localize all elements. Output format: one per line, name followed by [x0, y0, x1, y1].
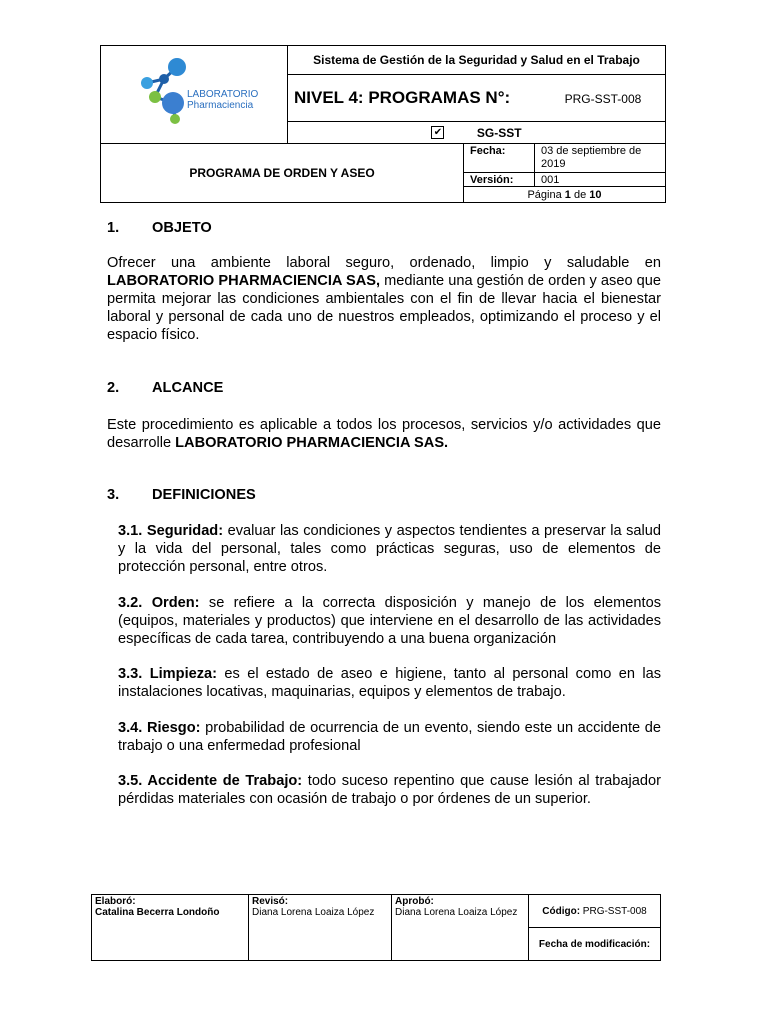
logo-text-line1: LABORATORIO	[187, 89, 259, 100]
section-1-text: Ofrecer una ambiente laboral seguro, ordenado, limpio y saludable en LABORATORIO PHARMACIENCIA SAS, mediante una gestión de orden y aseo que permita mejorar las condiciones ambientales con el fin de llevar hacia el bienestar laboral y personal de cada uno de nuestros empleados, optimizando el proceso y el espacio físico.	[107, 255, 661, 343]
page-number: Página 1 de 10	[464, 187, 666, 203]
codigo-cell: Código: PRG-SST-008	[529, 895, 661, 928]
document-header-table	[100, 45, 666, 203]
fecha-value: 03 de septiembre de 2019	[535, 144, 666, 173]
section-3-heading: 3. DEFINICIONES	[107, 487, 256, 503]
sg-sst-label: SG-SST	[476, 125, 522, 140]
document-footer-table	[91, 894, 661, 961]
level-label: NIVEL 4: PROGRAMAS N°:	[294, 88, 511, 107]
definition-item: 3.4. Riesgo: probabilidad de ocurrencia de un evento, siendo este un accidente de trabajo o una enfermedad profesional	[118, 720, 661, 754]
version-value: 001	[535, 173, 666, 187]
section-2-text: Este procedimiento es aplicable a todos los procesos, servicios y/o actividades que desarrolle LABORATORIO PHARMACIENCIA SAS.	[107, 417, 661, 451]
version-label: Versión:	[464, 173, 535, 187]
definition-item: 3.5. Accidente de Trabajo: todo suceso repentino que cause lesión al trabajador pérdidas materiales con ocasión de trabajo o por órdenes de un superior.	[118, 773, 661, 807]
checkbox-icon: ✔	[431, 126, 444, 139]
fecha-modificacion-label: Fecha de modificación:	[529, 928, 661, 961]
program-code: PRG-SST-008	[564, 92, 642, 106]
system-title: Sistema de Gestión de la Seguridad y Salud en el Trabajo	[288, 46, 666, 75]
program-title: PROGRAMA DE ORDEN Y ASEO	[101, 144, 464, 203]
sg-sst-row	[288, 122, 666, 144]
section-2-heading: 2. ALCANCE	[107, 380, 224, 396]
elaboro-cell: Elaboró: Catalina Becerra Londoño	[92, 895, 249, 961]
level-row	[288, 75, 666, 122]
definition-item: 3.2. Orden: se refiere a la correcta disposición y manejo de los elementos (equipos, materiales y productos) que interviene en el desarrollo de las actividades específicas de cada tarea, contribuyendo a una buena organización	[118, 595, 662, 647]
reviso-cell: Revisó: Diana Lorena Loaiza López	[249, 895, 392, 961]
fecha-label: Fecha:	[464, 144, 535, 173]
section-1-heading: 1. OBJETO	[107, 220, 212, 236]
logo-cell	[101, 46, 288, 144]
aprobo-cell: Aprobó: Diana Lorena Loaiza López	[392, 895, 529, 961]
definition-item: 3.3. Limpieza: es el estado de aseo e higiene, tanto al personal como en las instalaciones locativas, maquinarias, equipos y elementos de trabajo.	[118, 666, 661, 700]
logo-text-line2: Pharmaciencia	[187, 100, 254, 111]
company-logo-icon	[129, 57, 259, 127]
definition-item: 3.1. Seguridad: evaluar las condiciones y aspectos tendientes a preservar la salud y la vida del personal, tales como prácticas seguras, uso de elementos de protección personal, entre otros.	[118, 523, 661, 575]
